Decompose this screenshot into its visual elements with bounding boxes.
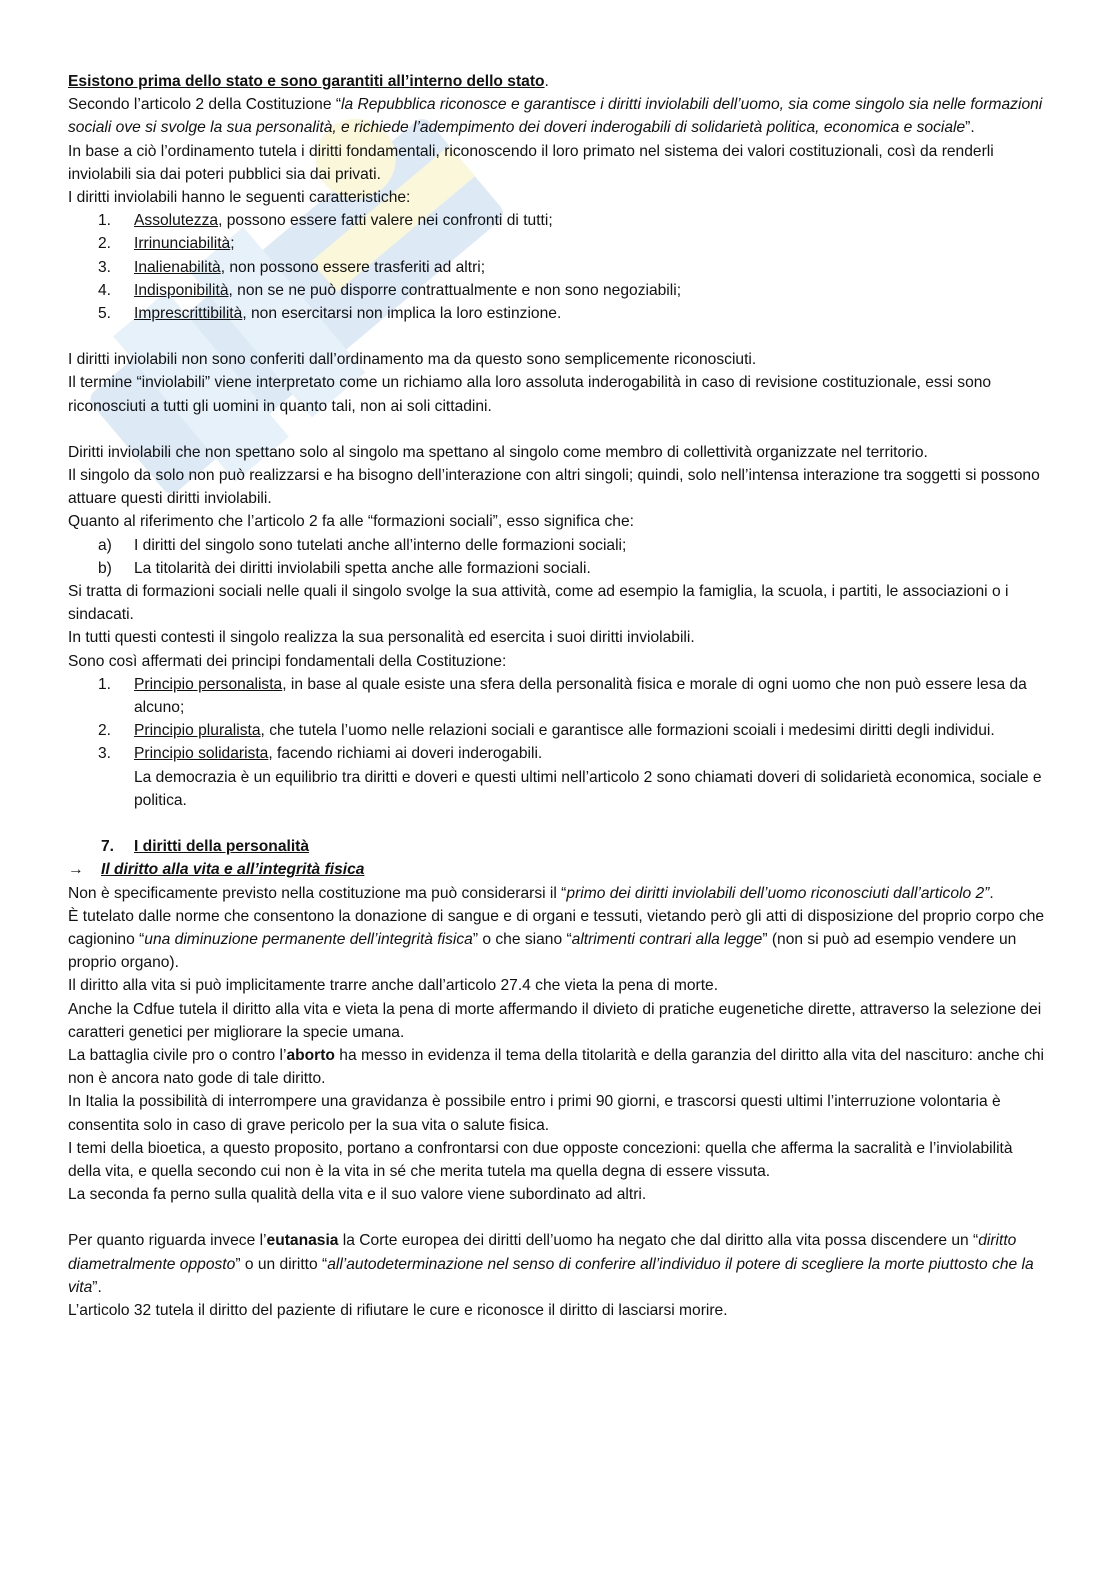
paragraph: Anche la Cdfue tutela il diritto alla vita e vieta la pena di morte affermando il divieto di pratiche eugenetiche dirette, attraverso la selezione dei caratteri genetici per migliorare la specie umana. [68, 1000, 1042, 1041]
paragraph: Il singolo da solo non può realizzarsi e ha bisogno dell’interazione con altri singoli; quindi, solo nell’intensa interazione tra soggetti si possono attuare questi diritti inviolabili. [68, 467, 1040, 508]
spacer [68, 418, 1048, 441]
spacer [68, 812, 1048, 835]
list-item: 3. Inalienabilità, non possono essere trasferiti ad altri; [98, 258, 486, 276]
paragraph: I diritti inviolabili non sono conferiti dall’ordinamento ma da questo sono semplicemente riconosciuti. [68, 351, 757, 369]
paragraph: In base a ciò l’ordinamento tutela i diritti fondamentali, riconoscendo il loro primato nel sistema dei valori costituzionali, così da renderli inviolabili sia dai poteri pubblici sia dai privati. [68, 142, 994, 183]
subsection-heading [68, 858, 1048, 881]
paragraph: In Italia la possibilità di interrompere una gravidanza è possibile entro i primi 90 giorni, e trascorsi questi ultimi l’interruzione volontaria è consentita solo in caso di grave pericolo per la sua vita o salute fisica. [68, 1093, 1001, 1134]
document-page [68, 70, 1048, 1322]
paragraph: Il termine “inviolabili” viene interpretato come un richiamo alla loro assoluta inderogabilità in caso di revisione costituzionale, essi sono riconosciuti a tutti gli uomini in quanto tali, non ai soli cittadini. [68, 374, 992, 415]
paragraph: L’articolo 32 tutela il diritto del paziente di rifiutare le cure e riconosce il diritto di lasciarsi morire. [68, 1301, 728, 1319]
list-item: 2. Principio pluralista, che tutela l’uomo nelle relazioni sociali e garantisce alle formazioni scoiali i medesimi diritti degli individui. [98, 722, 995, 740]
paragraph: I temi della bioetica, a questo proposito, portano a confrontarsi con due opposte concezioni: quella che afferma la sacralità e l’inviolabilità della vita, e quella secondo cui non è la vita in sé che merita tutela ma quella degna di essere vissuta. [68, 1139, 1013, 1180]
list-item: 1. Assolutezza, possono essere fatti valere nei confronti di tutti; [98, 212, 553, 230]
subsection-title: Il diritto alla vita e all’integrità fisica [101, 861, 365, 879]
section-title: I diritti della personalità [134, 838, 310, 856]
principles-list [68, 673, 1048, 812]
spacer [68, 1206, 1048, 1229]
paragraph: Sono così affermati dei principi fondamentali della Costituzione: [68, 652, 507, 670]
arrow-right-icon: → [68, 861, 84, 879]
section-heading: 7. I diritti della personalità [68, 835, 1048, 858]
paragraph: Si tratta di formazioni sociali nelle quali il singolo svolge la sua attività, come ad esempio la famiglia, la scuola, i partiti, le associazioni o i sindacati. [68, 583, 1009, 624]
paragraph: Diritti inviolabili che non spettano solo al singolo ma spettano al singolo come membro di collettività organizzate nel territorio. [68, 443, 928, 461]
list-item: 4. Indisponibilità, non se ne può disporre contrattualmente e non sono negoziabili; [98, 281, 682, 299]
social-formations-list [68, 534, 1048, 580]
paragraph: Il diritto alla vita si può implicitamente trarre anche dall’articolo 27.4 che vieta la pena di morte. [68, 977, 719, 995]
paragraph: In tutti questi contesti il singolo realizza la sua personalità ed esercita i suoi diritti inviolabili. [68, 629, 695, 647]
spacer [68, 325, 1048, 348]
paragraph: Quanto al riferimento che l’articolo 2 fa alle “formazioni sociali”, esso significa che: [68, 513, 634, 531]
paragraph: Non è specificamente previsto nella costituzione ma può considerarsi il “primo dei diritti inviolabili dell’uomo riconosciuti dall’articolo 2”. [68, 884, 994, 902]
characteristics-list [68, 209, 1048, 325]
list-item: a) I diritti del singolo sono tutelati anche all’interno delle formazioni sociali; [98, 536, 627, 554]
list-item: 1. Principio personalista, in base al quale esiste una sfera della personalità fisica e morale di ogni uomo che non può essere lesa da alcuno; [98, 675, 1027, 717]
list-item: 5. Imprescrittibilità, non esercitarsi non implica la loro estinzione. [98, 305, 562, 323]
list-item: 2. Irrinunciabilità; [98, 235, 235, 253]
article-2-paragraph: Secondo l’articolo 2 della Costituzione “la Repubblica riconosce e garantisce i diritti inviolabili dell’uomo, sia come singolo sia nelle formazioni sociali ove si svolge la sua personalità, e richiede l’adempimento dei doveri inderogabili di solidarietà politica, economica e sociale”. [68, 96, 1043, 137]
paragraph: La battaglia civile pro o contro l’aborto ha messo in evidenza il tema della titolarità e della garanzia del diritto alla vita del nascituro: anche chi non è ancora nato gode di tale diritto. [68, 1046, 1044, 1088]
article-2-quote: la Repubblica riconosce e garantisce i diritti inviolabili dell’uomo, sia come singolo sia nelle formazioni sociali ove si svolge la sua personalità, e richiede l’adempimento dei doveri inderogabili di solidarietà politica, economica e sociale [68, 96, 1043, 137]
intro-title: Esistono prima dello stato e sono garantiti all’interno dello stato [68, 73, 545, 90]
paragraph: I diritti inviolabili hanno le seguenti caratteristiche: [68, 189, 411, 207]
intro-title-line: Esistono prima dello stato e sono garantiti all’interno dello stato. [68, 73, 549, 90]
paragraph: La seconda fa perno sulla qualità della vita e il suo valore viene subordinato ad altri. [68, 1186, 647, 1204]
list-item: b) La titolarità dei diritti inviolabili spetta anche alle formazioni sociali. [98, 559, 591, 577]
list-item: 3. Principio solidarista, facendo richiami ai doveri inderogabili. La democrazia è un equilibrio tra diritti e doveri e questi ultimi nell’articolo 2 sono chiamati doveri di solidarietà economica, sociale e politica. [98, 745, 1042, 809]
paragraph: Per quanto riguarda invece l’eutanasia la Corte europea dei diritti dell’uomo ha negato che dal diritto alla vita possa discendere un “diritto diametralmente opposto” o un diritto “all’autodeterminazione nel senso di conferire all’individuo il potere di scegliere la morte piuttosto che la vita”. [68, 1232, 1034, 1296]
paragraph: È tutelato dalle norme che consentono la donazione di sangue e di organi e tessuti, vietando però gli atti di disposizione del proprio corpo che cagionino “una diminuzione permanente dell’integrità fisica” o che siano “altrimenti contrari alla legge” (non si può ad esempio vendere un proprio organo). [68, 907, 1045, 972]
